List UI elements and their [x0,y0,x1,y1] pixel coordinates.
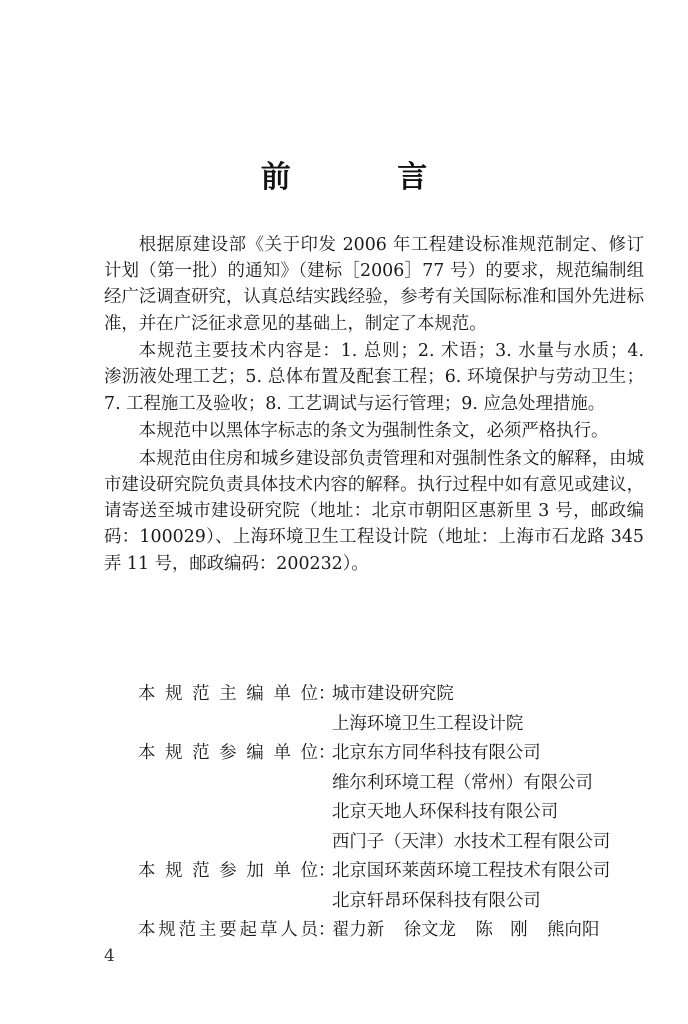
chief-unit-values [332,680,523,739]
participating-unit-values [332,739,610,857]
drafter-name: 陈 刚 [475,920,528,940]
chief-unit-row [138,680,658,739]
colon: ： [318,684,336,704]
drafter-name: 翟力新 [332,920,385,940]
participating-unit-label: 本规范参编单位 [138,743,318,763]
drafter-name: 熊向阳 [547,920,600,940]
participating-unit: 北京东方同华科技有限公司 [332,743,541,763]
colon: ： [318,743,336,763]
preface-body [104,232,644,578]
participating-unit: 西门子（天津）水技术工程有限公司 [332,831,611,852]
page-number: 4 [104,946,115,966]
joined-unit-row [138,857,658,916]
colon: ： [318,861,336,881]
preface-paragraph: 本规范中以黑体字标志的条文为强制性条文，必须严格执行。 [138,421,609,442]
participating-unit: 北京天地人环保科技有限公司 [332,802,559,822]
preface-paragraph: 本规范由住房和城乡建设部负责管理和对强制性条文的解释，由城市建设研究院负责具体技术内容的解释。执行过程中如有意见或建议，请寄送至城市建设研究院（地址：北京市朝阳区惠新里 3 号，邮政编码：100029）、上海环境卫生工程设计院（地址：上海市石龙路 345 弄 11 号，邮政编码：200232）。 [104,448,644,574]
preface-paragraph: 根据原建设部《关于印发 2006 年工程建设标准规范制定、修订计划（第一批）的通知》（建标［2006］77 号）的要求，规范编制组经广泛调查研究，认真总结实践经验，参考有关国际标准和国外先进标准，并在广泛征求意见的基础上，制定了本规范。 [104,235,644,334]
joined-unit: 北京国环莱茵环境工程技术有限公司 [332,861,611,881]
drafter-name: 徐文龙 [403,920,456,940]
joined-unit: 北京轩昂环保科技有限公司 [332,890,541,911]
page-title: 前 言 [260,160,476,195]
drafters-row [138,916,658,946]
drafters-label: 本规范主要起草人员 [138,920,318,940]
participating-unit-row [138,739,658,857]
participating-unit: 维尔利环境工程（常州）有限公司 [332,772,593,793]
joined-unit-values [332,857,610,916]
chief-unit: 城市建设研究院 [332,684,454,704]
chief-unit: 上海环境卫生工程设计院 [332,713,524,734]
drafters-list [332,916,613,946]
colon: ： [318,920,336,940]
chief-unit-label: 本规范主编单位 [138,684,318,704]
units-list [138,680,658,946]
joined-unit-label: 本规范参加单位 [138,861,318,881]
preface-paragraph: 本规范主要技术内容是：1. 总则；2. 术语；3. 水量与水质；4. 渗沥液处理工艺；5. 总体布置及配套工程；6. 环境保护与劳动卫生；7. 工程施工及验收；8. 工艺调试与运行管理；9. 应急处理措施。 [104,341,644,414]
